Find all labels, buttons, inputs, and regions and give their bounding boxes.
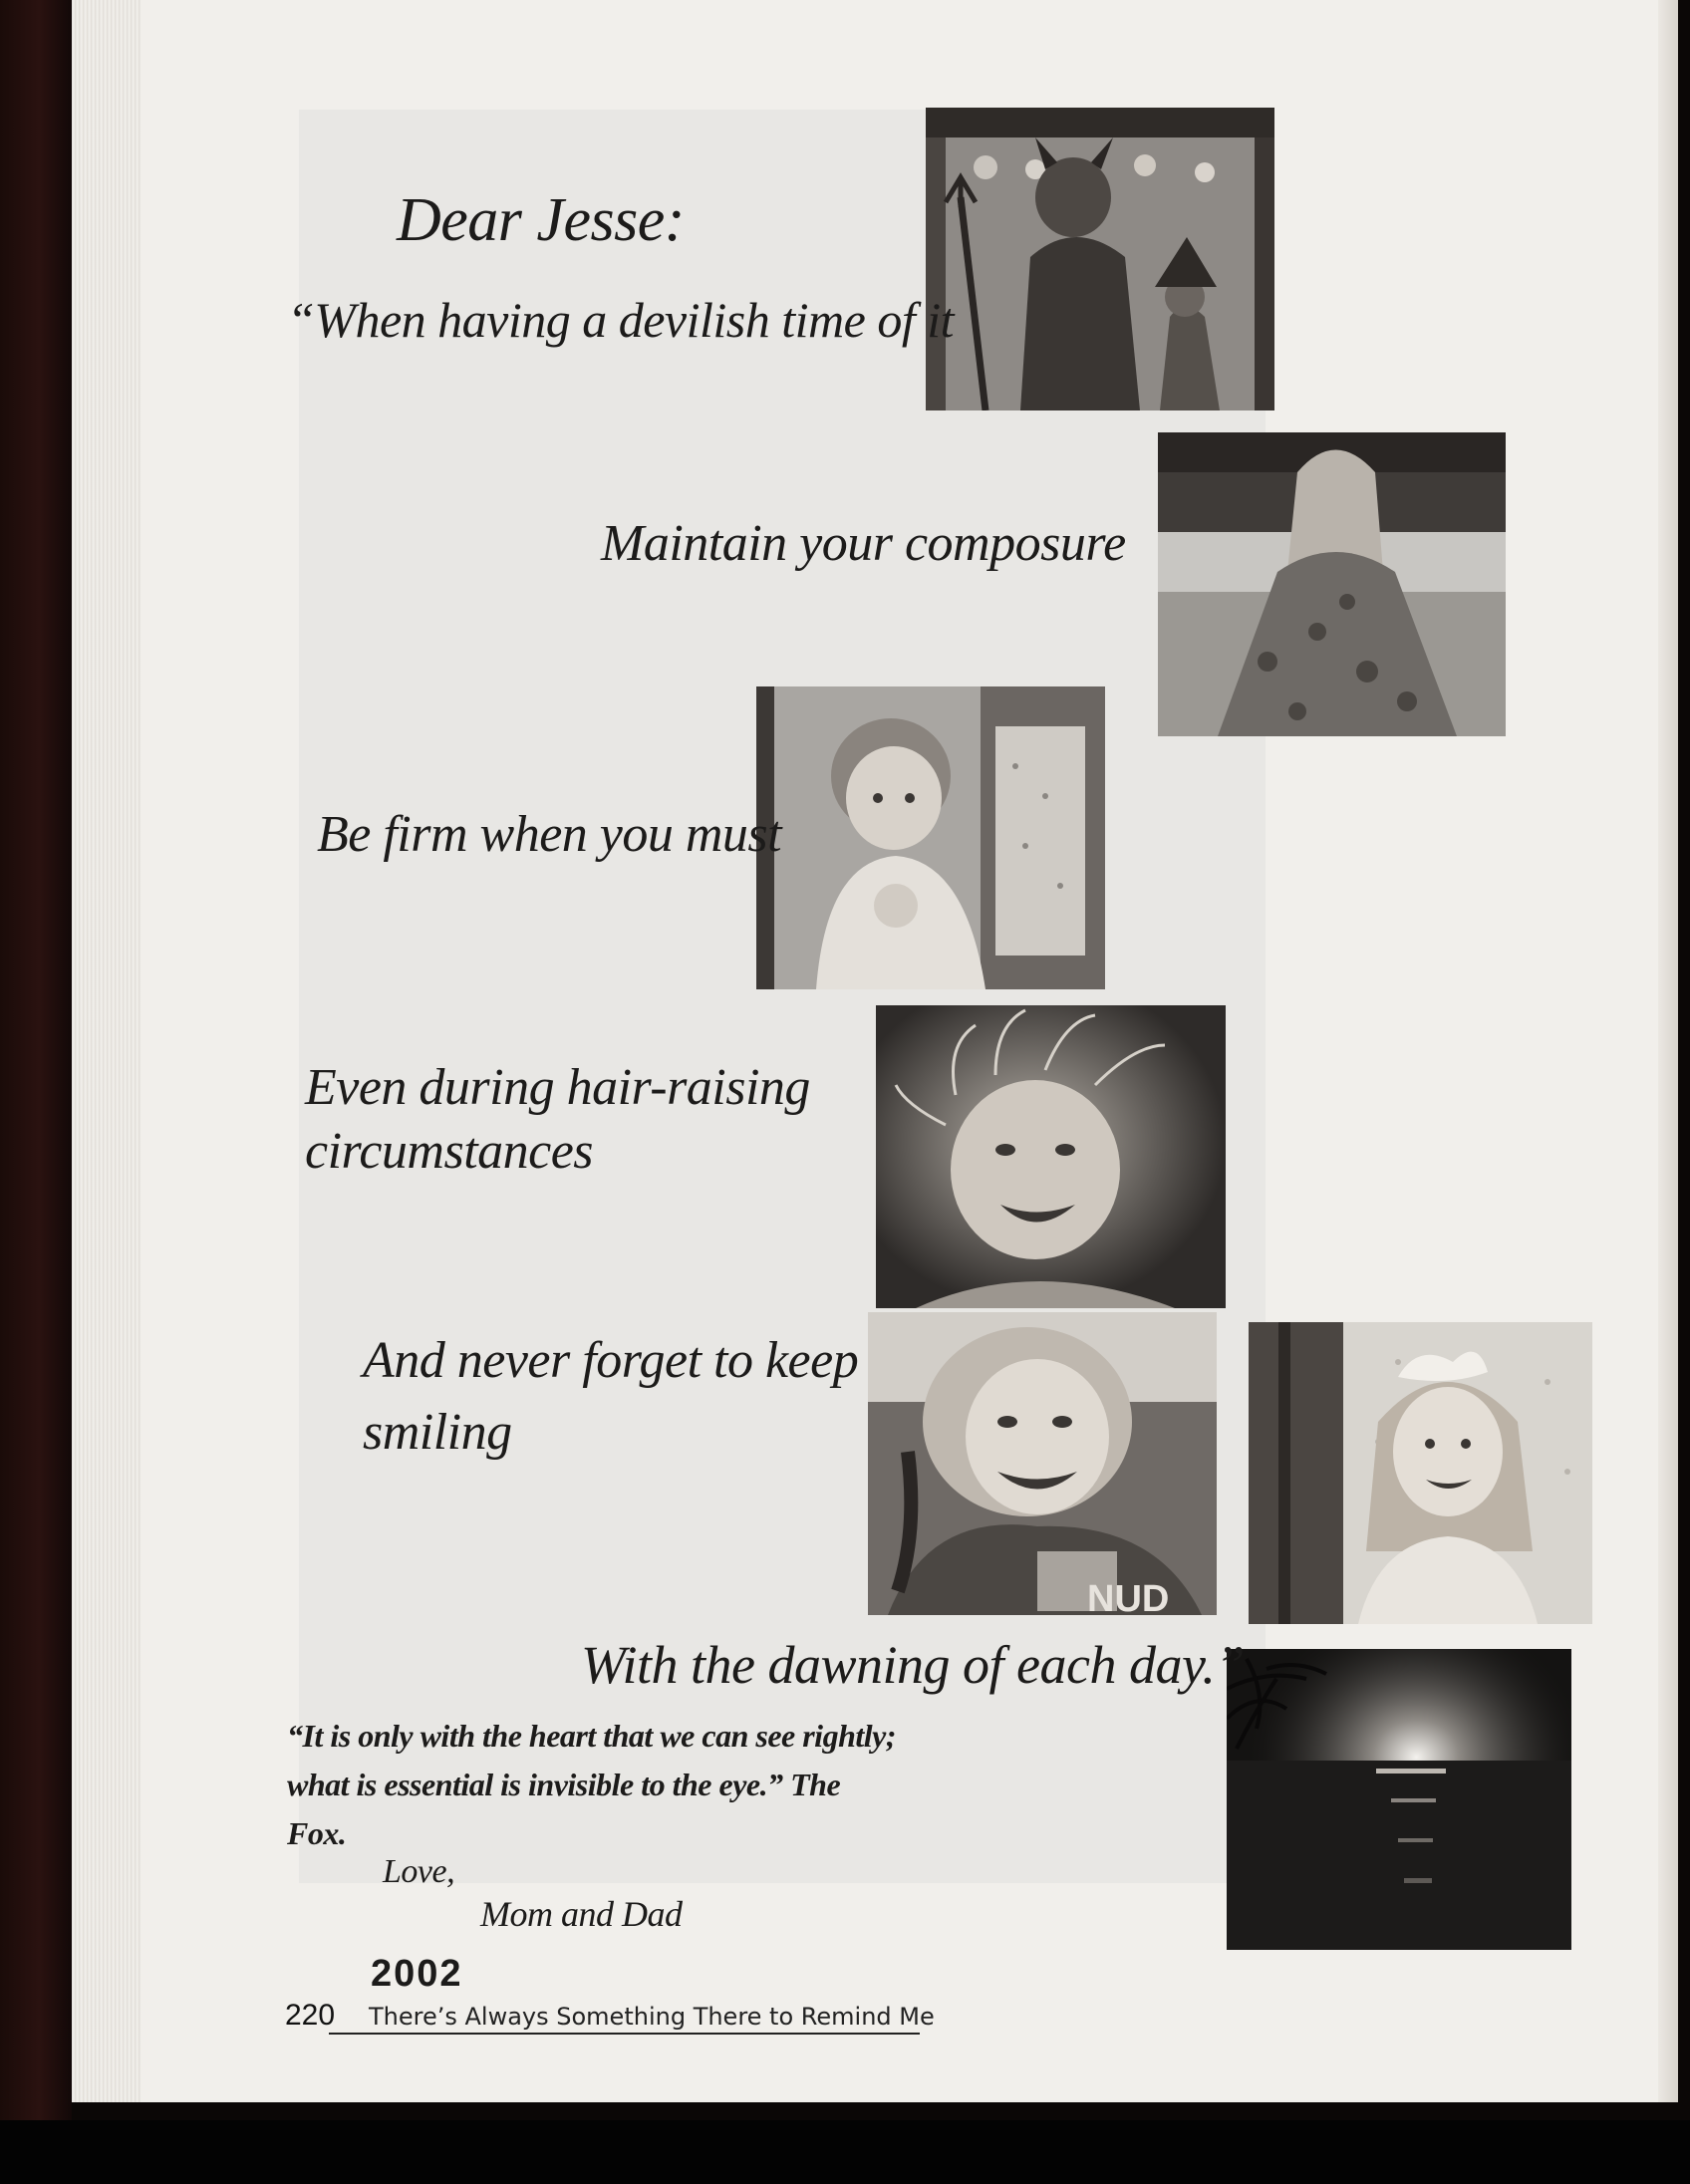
signature: Mom and Dad [480,1894,683,1934]
photo-big-smile [868,1312,1217,1615]
photo-messy-hair [876,1005,1226,1308]
photo-sunset [1227,1649,1571,1950]
photo-toddler-fist [756,686,1105,989]
book-title: There’s Always Something There to Remind Me [369,2003,935,2031]
book-binding [0,0,72,2184]
fox-quote: “It is only with the heart that we can see rightly; what is essential is invisible to the eye.” The Fox. [287,1718,896,1851]
poem-line-6: With the dawning of each day.” [581,1635,1245,1695]
poem-line-4: Even during hair-raising circumstances [305,1059,810,1180]
photo-party-dress [1158,432,1506,736]
closing: Love, [383,1853,455,1890]
poem-line-3: Be firm when you must [317,806,782,863]
page-edges [72,0,141,2102]
right-page-edge [1658,0,1678,2102]
page-number: 220 [285,1999,336,2032]
poem-line-5: And never forget to keep smiling [363,1332,859,1461]
salutation: Dear Jesse: [397,186,685,254]
bottom-shadow [0,2120,1690,2184]
handwritten-year: 2002 [371,1953,463,1995]
svg-text:NUD: NUD [1087,1578,1170,1615]
photo-hair-bow [1249,1322,1592,1624]
footer-rule [329,2033,920,2035]
poem-line-2: Maintain your composure [601,515,1126,572]
photo-halloween-costume [926,108,1274,410]
poem-line-1: “When having a devilish time of it [287,292,955,348]
